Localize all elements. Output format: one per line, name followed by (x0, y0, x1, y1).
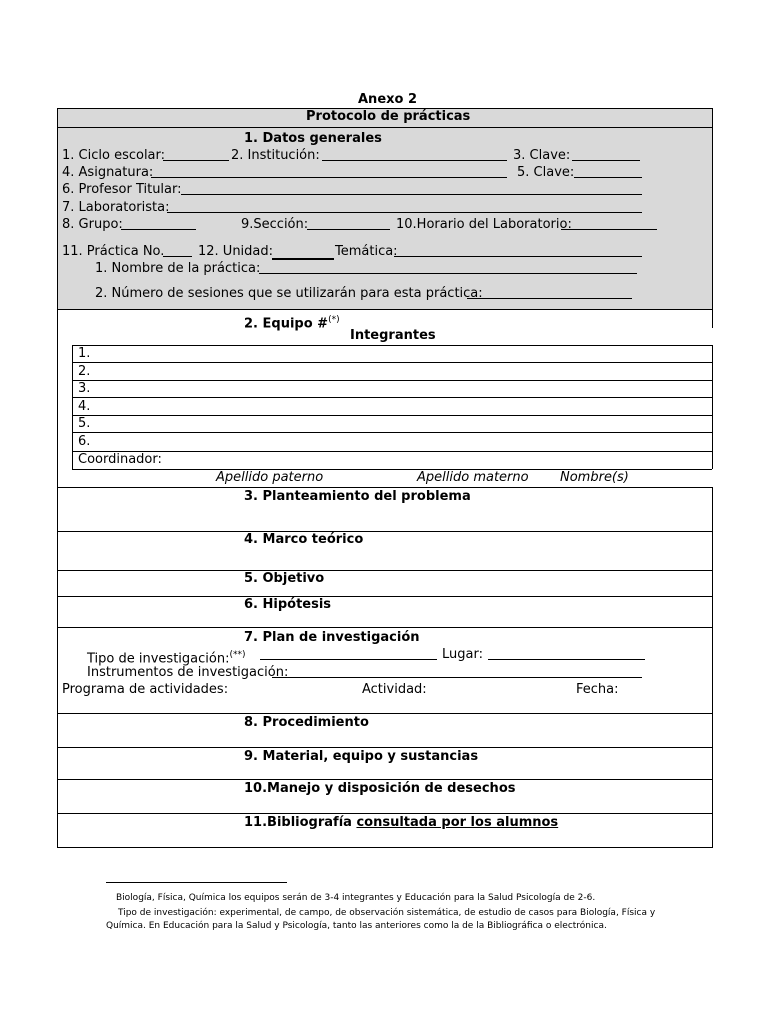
seccion-field[interactable] (307, 217, 390, 230)
footnote-separator (106, 882, 287, 883)
footnote-1: Biología, Física, Química los equipos serán de 3-4 integrantes y Educación para la Salud Psicología de 2-6. (116, 893, 596, 903)
footnote-2-line-2: Química. En Educación para la Salud y Psicología, tanto las anteriores como la de la Bibliográfica o electrónica. (106, 921, 607, 931)
section-11-title: 11.Bibliografía consultada por los alumnos (244, 815, 559, 830)
section-4-title: 4. Marco teórico (244, 532, 364, 547)
sesiones-label: 2. Número de sesiones que se utilizarán para esta práctica: (95, 286, 483, 301)
horario-field[interactable] (561, 217, 657, 230)
fecha-label: Fecha: (576, 682, 619, 697)
actividad-label: Actividad: (362, 682, 427, 697)
grupo-field[interactable] (121, 217, 196, 230)
apellido-materno-caption: Apellido materno (417, 470, 529, 485)
section-8-title: 8. Procedimiento (244, 715, 369, 730)
section-3-title: 3. Planteamiento del problema (244, 489, 471, 504)
practica-no-label: 11. Práctica No. (62, 244, 165, 259)
tipo-investigacion-field[interactable] (260, 647, 437, 660)
practica-no-field[interactable] (163, 244, 192, 257)
nombre-practica-field[interactable] (259, 261, 637, 274)
lugar-field[interactable] (488, 647, 645, 660)
horario-label: 10.Horario del Laboratorio: (396, 217, 572, 232)
annex-title: Anexo 2 (358, 92, 418, 107)
instrumentos-label: Instrumentos de investigación: (87, 665, 289, 680)
clave3-field[interactable] (572, 148, 640, 161)
sesiones-field[interactable] (467, 286, 632, 299)
apellido-paterno-caption: Apellido paterno (216, 470, 324, 485)
profesor-label: 6. Profesor Titular: (62, 182, 182, 197)
ciclo-field[interactable] (163, 148, 229, 161)
footnote-2-line-1: Tipo de investigación: experimental, de campo, de observación sistemática, de estudio de casos para Biología, Física y (118, 908, 656, 918)
seccion-label: 9.Sección: (241, 217, 309, 232)
member-row-1[interactable]: 1. (78, 346, 91, 361)
grupo-label: 8. Grupo: (62, 217, 123, 232)
asignatura-field[interactable] (151, 165, 507, 178)
integrantes-header: Integrantes (350, 328, 436, 343)
tipo-investigacion-label: Tipo de investigación:(**) (87, 650, 246, 667)
clave5-field[interactable] (574, 165, 642, 178)
section-6-title: 6. Hipótesis (244, 597, 332, 612)
programa-label: Programa de actividades: (62, 682, 229, 697)
member-row-2[interactable]: 2. (78, 364, 91, 379)
member-row-4[interactable]: 4. (78, 399, 91, 414)
member-row-3[interactable]: 3. (78, 381, 91, 396)
protocol-title: Protocolo de prácticas (306, 109, 471, 124)
section-5-title: 5. Objetivo (244, 571, 325, 586)
asignatura-label: 4. Asignatura: (62, 165, 154, 180)
section-9-title: 9. Material, equipo y sustancias (244, 749, 479, 764)
unidad-field[interactable] (272, 258, 334, 260)
section-7-title: 7. Plan de investigación (244, 630, 420, 645)
institucion-label: 2. Institución: (231, 148, 320, 163)
coordinador-row[interactable]: Coordinador: (78, 452, 162, 467)
laboratorista-field[interactable] (167, 200, 642, 213)
nombres-caption: Nombre(s) (560, 470, 629, 485)
member-row-5[interactable]: 5. (78, 416, 91, 431)
unidad-label: 12. Unidad: (198, 244, 274, 259)
section-2-title: 2. Equipo #(*) (244, 315, 340, 332)
tematica-field[interactable] (394, 244, 642, 257)
ciclo-label: 1. Ciclo escolar: (62, 148, 166, 163)
institucion-field[interactable] (322, 148, 507, 161)
section-10-title: 10.Manejo y disposición de desechos (244, 781, 516, 796)
nombre-practica-label: 1. Nombre de la práctica: (95, 261, 261, 276)
laboratorista-label: 7. Laboratorista: (62, 200, 170, 215)
clave3-label: 3. Clave: (513, 148, 571, 163)
lugar-label: Lugar: (442, 647, 483, 662)
instrumentos-field[interactable] (272, 665, 642, 678)
profesor-field[interactable] (181, 182, 642, 195)
clave5-label: 5. Clave: (517, 165, 575, 180)
section-1-title: 1. Datos generales (244, 131, 382, 146)
member-row-6[interactable]: 6. (78, 434, 91, 449)
tematica-label: Temática: (335, 244, 398, 259)
